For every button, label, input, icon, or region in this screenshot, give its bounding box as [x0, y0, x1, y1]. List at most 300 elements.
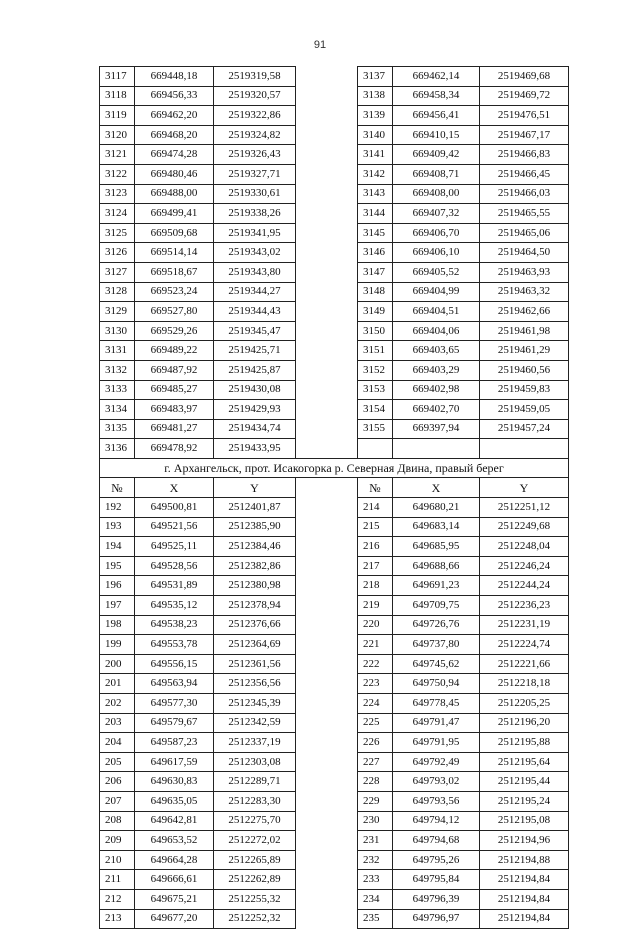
x-coordinate: 669481,27 [135, 419, 214, 439]
y-coordinate: 2519320,57 [214, 86, 296, 106]
x-coordinate: 669527,80 [135, 302, 214, 322]
column-gap [296, 400, 358, 420]
y-coordinate: 2512194,88 [480, 850, 569, 870]
y-coordinate: 2512283,30 [214, 791, 296, 811]
x-coordinate: 649795,26 [393, 850, 480, 870]
y-coordinate: 2519341,95 [214, 223, 296, 243]
y-coordinate: 2512236,23 [480, 596, 569, 616]
y-coordinate: 2519469,68 [480, 67, 569, 87]
table-row [100, 889, 569, 909]
y-coordinate: 2512382,86 [214, 556, 296, 576]
x-coordinate: 649685,95 [393, 537, 480, 557]
table-row [100, 106, 569, 126]
y-coordinate: 2519344,27 [214, 282, 296, 302]
column-gap [296, 831, 358, 851]
column-gap [296, 164, 358, 184]
y-coordinate: 2519463,93 [480, 262, 569, 282]
column-gap [296, 850, 358, 870]
point-number: 218 [358, 576, 393, 596]
y-coordinate: 2512255,32 [214, 889, 296, 909]
point-number: 3152 [358, 360, 393, 380]
header-number: № [358, 478, 393, 498]
y-coordinate: 2519466,45 [480, 164, 569, 184]
x-coordinate: 649680,21 [393, 498, 480, 518]
point-number: 200 [100, 654, 135, 674]
point-number: 209 [100, 831, 135, 851]
table-row [100, 576, 569, 596]
column-gap [296, 517, 358, 537]
point-number: 3117 [100, 67, 135, 87]
column-gap [296, 635, 358, 655]
y-coordinate: 2512384,46 [214, 537, 296, 557]
x-coordinate: 649538,23 [135, 615, 214, 635]
x-coordinate: 649778,45 [393, 694, 480, 714]
y-coordinate: 2519459,83 [480, 380, 569, 400]
header-x: X [393, 478, 480, 498]
table-row [100, 713, 569, 733]
y-coordinate: 2519465,55 [480, 204, 569, 224]
column-gap [296, 537, 358, 557]
x-coordinate: 669518,67 [135, 262, 214, 282]
point-number: 195 [100, 556, 135, 576]
x-coordinate: 669483,97 [135, 400, 214, 420]
table-row [100, 67, 569, 87]
point-number: 221 [358, 635, 393, 655]
y-coordinate: 2519462,66 [480, 302, 569, 322]
x-coordinate: 669403,65 [393, 341, 480, 361]
table-row [100, 850, 569, 870]
x-coordinate: 669462,20 [135, 106, 214, 126]
point-number: 3129 [100, 302, 135, 322]
x-coordinate: 649528,56 [135, 556, 214, 576]
y-coordinate: 2512401,87 [214, 498, 296, 518]
y-coordinate: 2512194,96 [480, 831, 569, 851]
point-number: 3124 [100, 204, 135, 224]
table-row [100, 321, 569, 341]
point-number: 223 [358, 674, 393, 694]
x-coordinate: 649683,14 [393, 517, 480, 537]
column-gap [296, 654, 358, 674]
point-number: 220 [358, 615, 393, 635]
column-gap [296, 889, 358, 909]
column-gap [296, 556, 358, 576]
y-coordinate: 2519322,86 [214, 106, 296, 126]
x-coordinate: 649677,20 [135, 909, 214, 929]
y-coordinate: 2519324,82 [214, 125, 296, 145]
page-number: 91 [313, 39, 327, 51]
y-coordinate: 2512248,04 [480, 537, 569, 557]
x-coordinate: 669406,70 [393, 223, 480, 243]
y-coordinate: 2519466,03 [480, 184, 569, 204]
table-row [100, 498, 569, 518]
point-number: 233 [358, 870, 393, 890]
point-number: 3130 [100, 321, 135, 341]
y-coordinate: 2512376,66 [214, 615, 296, 635]
point-number: 194 [100, 537, 135, 557]
x-coordinate: 669474,28 [135, 145, 214, 165]
x-coordinate: 649691,23 [393, 576, 480, 596]
y-coordinate: 2512385,90 [214, 517, 296, 537]
x-coordinate: 649577,30 [135, 694, 214, 714]
point-number: 210 [100, 850, 135, 870]
table-row [100, 909, 569, 929]
header-y: Y [480, 478, 569, 498]
table-row [100, 654, 569, 674]
y-coordinate: 2519465,06 [480, 223, 569, 243]
column-gap [296, 811, 358, 831]
y-coordinate: 2519467,17 [480, 125, 569, 145]
column-gap [296, 791, 358, 811]
column-gap [296, 439, 358, 459]
y-coordinate: 2512196,20 [480, 713, 569, 733]
y-coordinate: 2512205,25 [480, 694, 569, 714]
table-row [100, 537, 569, 557]
table-row [100, 400, 569, 420]
table-row [100, 184, 569, 204]
y-coordinate: 2519463,32 [480, 282, 569, 302]
point-number: 3125 [100, 223, 135, 243]
y-coordinate: 2512195,44 [480, 772, 569, 792]
x-coordinate: 649675,21 [135, 889, 214, 909]
x-coordinate: 669485,27 [135, 380, 214, 400]
y-coordinate: 2519343,80 [214, 262, 296, 282]
point-number: 3141 [358, 145, 393, 165]
y-coordinate: 2512265,89 [214, 850, 296, 870]
point-number: 3145 [358, 223, 393, 243]
table-row [100, 694, 569, 714]
table-row [100, 282, 569, 302]
x-coordinate: 649793,02 [393, 772, 480, 792]
y-coordinate: 2519430,08 [214, 380, 296, 400]
column-gap [296, 615, 358, 635]
column-gap [296, 282, 358, 302]
x-coordinate: 649794,68 [393, 831, 480, 851]
column-gap [296, 243, 358, 263]
x-coordinate: 669480,46 [135, 164, 214, 184]
x-coordinate: 669402,70 [393, 400, 480, 420]
point-number: 217 [358, 556, 393, 576]
x-coordinate: 649664,28 [135, 850, 214, 870]
column-gap [296, 145, 358, 165]
column-gap [296, 752, 358, 772]
table-row [100, 556, 569, 576]
point-number: 215 [358, 517, 393, 537]
point-number: 3155 [358, 419, 393, 439]
x-coordinate: 669448,18 [135, 67, 214, 87]
x-coordinate: 669407,32 [393, 204, 480, 224]
y-coordinate: 2519425,87 [214, 360, 296, 380]
point-number: 3149 [358, 302, 393, 322]
point-number: 3143 [358, 184, 393, 204]
table-row [100, 380, 569, 400]
point-number: 232 [358, 850, 393, 870]
point-number: 192 [100, 498, 135, 518]
x-coordinate: 649737,80 [393, 635, 480, 655]
column-gap [296, 380, 358, 400]
point-number: 216 [358, 537, 393, 557]
column-gap [296, 694, 358, 714]
y-coordinate: 2512251,12 [480, 498, 569, 518]
point-number: 201 [100, 674, 135, 694]
y-coordinate: 2519457,24 [480, 419, 569, 439]
point-number: 3139 [358, 106, 393, 126]
column-gap [296, 67, 358, 87]
x-coordinate: 669408,71 [393, 164, 480, 184]
point-number: 3142 [358, 164, 393, 184]
point-number: 3136 [100, 439, 135, 459]
column-gap [296, 321, 358, 341]
point-number: 208 [100, 811, 135, 831]
x-coordinate: 669523,24 [135, 282, 214, 302]
x-coordinate: 669458,34 [393, 86, 480, 106]
y-coordinate: 2519460,56 [480, 360, 569, 380]
x-coordinate: 649635,05 [135, 791, 214, 811]
y-coordinate: 2519464,50 [480, 243, 569, 263]
y-coordinate: 2519319,58 [214, 67, 296, 87]
y-coordinate: 2512378,94 [214, 596, 296, 616]
y-coordinate: 2519459,05 [480, 400, 569, 420]
x-coordinate: 649796,97 [393, 909, 480, 929]
column-gap [296, 772, 358, 792]
x-coordinate: 649791,95 [393, 733, 480, 753]
table-row [100, 733, 569, 753]
x-coordinate: 669514,14 [135, 243, 214, 263]
x-coordinate: 669408,00 [393, 184, 480, 204]
point-number: 199 [100, 635, 135, 655]
x-coordinate: 669456,33 [135, 86, 214, 106]
point-number: 3128 [100, 282, 135, 302]
point-number: 3120 [100, 125, 135, 145]
column-gap [296, 302, 358, 322]
y-coordinate: 2512275,70 [214, 811, 296, 831]
table-row [100, 772, 569, 792]
table-row [100, 870, 569, 890]
table-row [100, 145, 569, 165]
y-coordinate: 2512195,08 [480, 811, 569, 831]
table-row [100, 439, 569, 459]
point-number: 214 [358, 498, 393, 518]
x-coordinate: 649796,39 [393, 889, 480, 909]
table-row [100, 341, 569, 361]
point-number: 227 [358, 752, 393, 772]
table-row [100, 831, 569, 851]
header-x: X [135, 478, 214, 498]
point-number: 228 [358, 772, 393, 792]
x-coordinate: 669478,92 [135, 439, 214, 459]
y-coordinate: 2512380,98 [214, 576, 296, 596]
y-coordinate: 2519345,47 [214, 321, 296, 341]
x-coordinate: 649795,84 [393, 870, 480, 890]
x-coordinate: 649553,78 [135, 635, 214, 655]
y-coordinate: 2519429,93 [214, 400, 296, 420]
table-row [100, 86, 569, 106]
y-coordinate: 2519433,95 [214, 439, 296, 459]
point-number: 3153 [358, 380, 393, 400]
x-coordinate: 649793,56 [393, 791, 480, 811]
y-coordinate: 2512195,88 [480, 733, 569, 753]
point-number: 235 [358, 909, 393, 929]
point-number: 3122 [100, 164, 135, 184]
column-gap [296, 341, 358, 361]
column-gap [296, 204, 358, 224]
table-row [100, 674, 569, 694]
x-coordinate: 669404,51 [393, 302, 480, 322]
x-coordinate: 669409,42 [393, 145, 480, 165]
point-number: 231 [358, 831, 393, 851]
point-number: 3148 [358, 282, 393, 302]
x-coordinate: 669487,92 [135, 360, 214, 380]
point-number: 212 [100, 889, 135, 909]
x-coordinate: 649521,56 [135, 517, 214, 537]
x-coordinate: 649563,94 [135, 674, 214, 694]
column-gap [296, 498, 358, 518]
point-number: 3146 [358, 243, 393, 263]
y-coordinate: 2512194,84 [480, 909, 569, 929]
y-coordinate: 2512224,74 [480, 635, 569, 655]
column-gap [296, 223, 358, 243]
point-number: 3137 [358, 67, 393, 87]
x-coordinate: 649556,15 [135, 654, 214, 674]
x-coordinate: 649792,49 [393, 752, 480, 772]
x-coordinate: 669529,26 [135, 321, 214, 341]
table-row [100, 262, 569, 282]
point-number: 224 [358, 694, 393, 714]
x-coordinate: 649666,61 [135, 870, 214, 890]
point-number: 3119 [100, 106, 135, 126]
x-coordinate: 649500,81 [135, 498, 214, 518]
x-coordinate: 669405,52 [393, 262, 480, 282]
y-coordinate: 2512218,18 [480, 674, 569, 694]
point-number: 3121 [100, 145, 135, 165]
x-coordinate: 669403,29 [393, 360, 480, 380]
table-row [100, 164, 569, 184]
y-coordinate: 2512345,39 [214, 694, 296, 714]
y-coordinate: 2519338,26 [214, 204, 296, 224]
point-number: 226 [358, 733, 393, 753]
x-coordinate: 669499,41 [135, 204, 214, 224]
y-coordinate: 2512249,68 [480, 517, 569, 537]
table-row [100, 752, 569, 772]
x-coordinate: 669404,99 [393, 282, 480, 302]
table-row [100, 791, 569, 811]
y-coordinate: 2512194,84 [480, 870, 569, 890]
point-number: 3131 [100, 341, 135, 361]
x-coordinate: 649531,89 [135, 576, 214, 596]
table-row [100, 360, 569, 380]
point-number: 203 [100, 713, 135, 733]
x-coordinate: 649579,67 [135, 713, 214, 733]
header-y: Y [214, 478, 296, 498]
y-coordinate: 2512246,24 [480, 556, 569, 576]
point-number: 225 [358, 713, 393, 733]
x-coordinate: 649791,47 [393, 713, 480, 733]
x-coordinate: 669402,98 [393, 380, 480, 400]
point-number: 205 [100, 752, 135, 772]
x-coordinate: 649630,83 [135, 772, 214, 792]
point-number: 3138 [358, 86, 393, 106]
y-coordinate: 2512364,69 [214, 635, 296, 655]
point-number: 3140 [358, 125, 393, 145]
point-number: 197 [100, 596, 135, 616]
table-row [100, 125, 569, 145]
table-row [100, 223, 569, 243]
x-coordinate: 649525,11 [135, 537, 214, 557]
point-number: 229 [358, 791, 393, 811]
point-number: 193 [100, 517, 135, 537]
point-number: 3133 [100, 380, 135, 400]
column-gap [296, 909, 358, 929]
table-row [100, 302, 569, 322]
table-row [100, 811, 569, 831]
point-number: 3147 [358, 262, 393, 282]
column-gap [296, 576, 358, 596]
point-number: 204 [100, 733, 135, 753]
header-row [100, 478, 569, 498]
column-gap [296, 713, 358, 733]
y-coordinate: 2512289,71 [214, 772, 296, 792]
column-gap [296, 86, 358, 106]
column-gap [296, 478, 358, 498]
y-coordinate: 2512361,56 [214, 654, 296, 674]
point-number: 3123 [100, 184, 135, 204]
point-number: 207 [100, 791, 135, 811]
x-coordinate: 649750,94 [393, 674, 480, 694]
coordinates-table [99, 66, 569, 929]
x-coordinate [393, 439, 480, 459]
table-row [100, 517, 569, 537]
y-coordinate: 2519344,43 [214, 302, 296, 322]
table-row [100, 204, 569, 224]
y-coordinate: 2512356,56 [214, 674, 296, 694]
y-coordinate: 2512194,84 [480, 889, 569, 909]
column-gap [296, 184, 358, 204]
point-number: 198 [100, 615, 135, 635]
y-coordinate: 2512195,24 [480, 791, 569, 811]
table-row [100, 635, 569, 655]
x-coordinate: 669488,00 [135, 184, 214, 204]
y-coordinate: 2512262,89 [214, 870, 296, 890]
x-coordinate: 649688,66 [393, 556, 480, 576]
y-coordinate: 2519343,02 [214, 243, 296, 263]
x-coordinate: 669489,22 [135, 341, 214, 361]
x-coordinate: 669410,15 [393, 125, 480, 145]
point-number: 202 [100, 694, 135, 714]
y-coordinate: 2519326,43 [214, 145, 296, 165]
x-coordinate: 669462,14 [393, 67, 480, 87]
y-coordinate: 2512252,32 [214, 909, 296, 929]
header-number: № [100, 478, 135, 498]
column-gap [296, 870, 358, 890]
y-coordinate: 2512231,19 [480, 615, 569, 635]
x-coordinate: 649726,76 [393, 615, 480, 635]
x-coordinate: 649617,59 [135, 752, 214, 772]
point-number: 3144 [358, 204, 393, 224]
x-coordinate: 669468,20 [135, 125, 214, 145]
table-row [100, 615, 569, 635]
point-number: 3134 [100, 400, 135, 420]
y-coordinate: 2512244,24 [480, 576, 569, 596]
point-number: 213 [100, 909, 135, 929]
y-coordinate: 2519327,71 [214, 164, 296, 184]
x-coordinate: 649653,52 [135, 831, 214, 851]
point-number: 3127 [100, 262, 135, 282]
x-coordinate: 649745,62 [393, 654, 480, 674]
y-coordinate: 2512337,19 [214, 733, 296, 753]
point-number: 3154 [358, 400, 393, 420]
y-coordinate: 2519476,51 [480, 106, 569, 126]
point-number: 3135 [100, 419, 135, 439]
y-coordinate: 2512221,66 [480, 654, 569, 674]
